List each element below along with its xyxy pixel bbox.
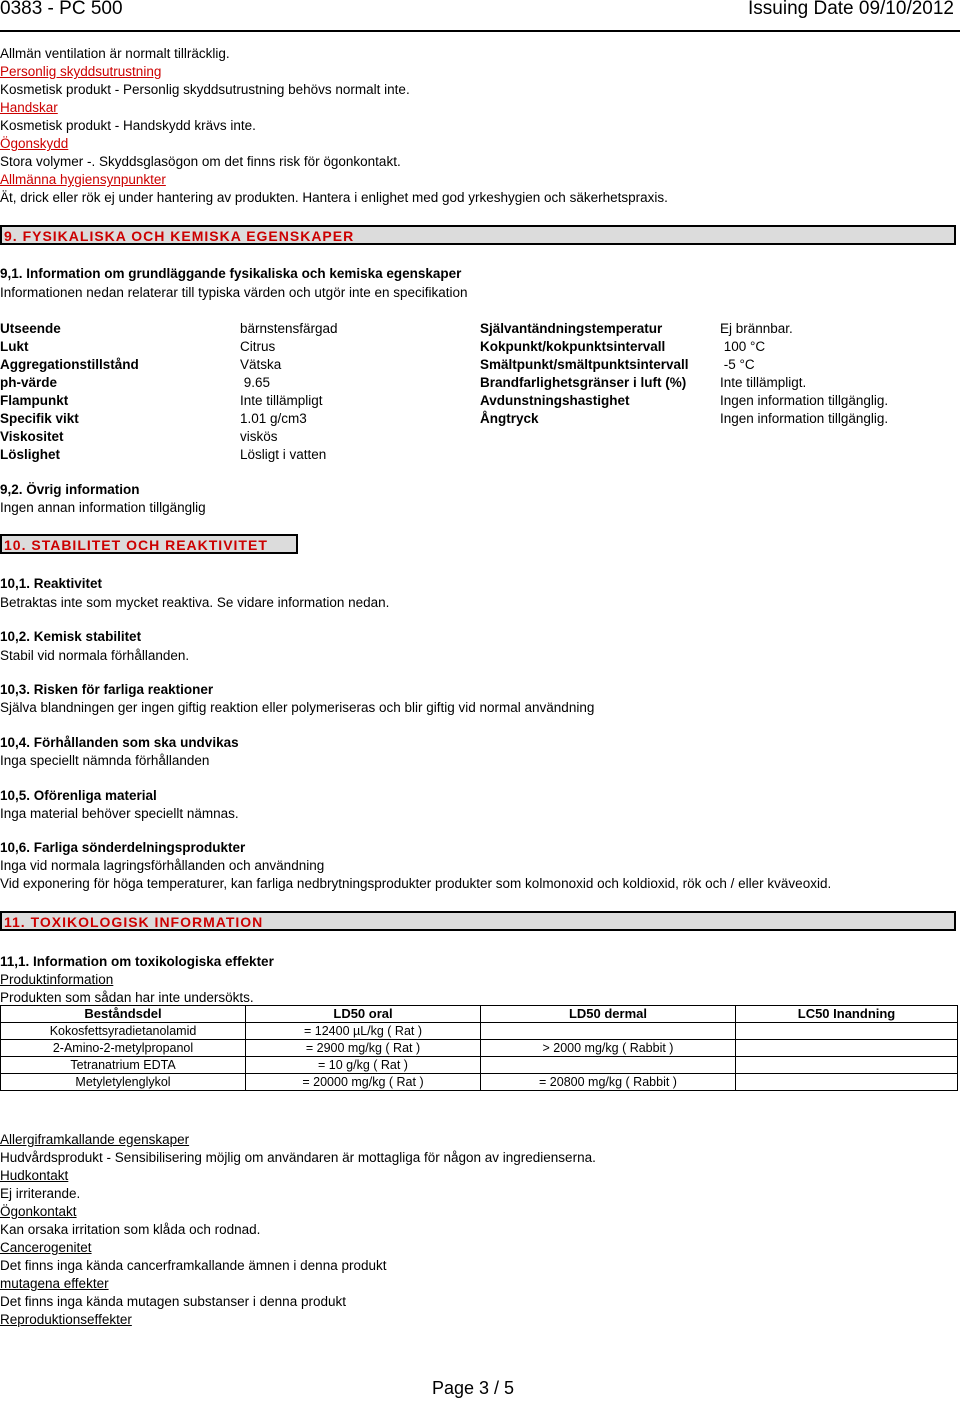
section-10-5-title: 10,5. Oförenliga material	[0, 788, 157, 803]
carcinogenicity-heading: Cancerogenitet	[0, 1240, 92, 1255]
prop-label: Utseende	[0, 321, 61, 336]
prop-label: Specifik vikt	[0, 411, 79, 426]
table-row	[1, 1057, 958, 1074]
section-10-bar	[0, 534, 298, 554]
ventilation-text: Allmän ventilation är normalt tillräcklig.	[0, 46, 230, 61]
prop-value: Ingen information tillgänglig.	[720, 393, 889, 408]
reproductive-heading: Reproduktionseffekter	[0, 1312, 132, 1327]
section-9-1-title: 9,1. Information om grundläggande fysikaliska och kemiska egenskaper	[0, 266, 462, 281]
prop-value: Citrus	[240, 339, 276, 354]
table-cell: = 20000 mg/kg ( Rat )	[246, 1074, 481, 1091]
prop-value: 1.01 g/cm3	[240, 411, 307, 426]
prop-value: Inte tillämpligt.	[720, 375, 807, 390]
prop-label: Smältpunkt/smältpunktsintervall	[480, 357, 689, 372]
gloves-text: Kosmetisk produkt - Handskydd krävs inte.	[0, 118, 256, 133]
prop-value: 9.65	[240, 375, 271, 390]
product-info-heading: Produktinformation	[0, 972, 114, 987]
prop-value: bärnstensfärgad	[240, 321, 338, 336]
gloves-heading: Handskar	[0, 100, 58, 115]
skin-contact-text: Ej irriterande.	[0, 1186, 81, 1201]
table-cell	[481, 1057, 736, 1074]
prop-value: Inte tillämpligt	[240, 393, 323, 408]
section-10-2-title: 10,2. Kemisk stabilitet	[0, 629, 142, 644]
prop-value: 100 °C	[720, 339, 766, 354]
ppe-heading: Personlig skyddsutrustning	[0, 64, 162, 79]
table-cell: = 20800 mg/kg ( Rabbit )	[481, 1074, 736, 1091]
section-10-4-text: Inga speciellt nämnda förhållanden	[0, 753, 210, 768]
table-row	[1, 1040, 958, 1057]
section-10-5-text: Inga material behöver speciellt nämnas.	[0, 806, 239, 821]
prop-label: Ångtryck	[480, 411, 539, 426]
table-cell: Kokosfettsyradietanolamid	[1, 1023, 246, 1040]
prop-label: Lukt	[0, 339, 29, 354]
table-cell: = 12400 µL/kg ( Rat )	[246, 1023, 481, 1040]
section-9-title: 9. FYSIKALISKA OCH KEMISKA EGENSKAPER	[4, 228, 355, 244]
prop-value: -5 °C	[720, 357, 755, 372]
prop-label: Aggregationstillstånd	[0, 357, 139, 372]
column-header: LD50 oral	[246, 1006, 481, 1023]
hygiene-text: Ät, drick eller rök ej under hantering av produkten. Hantera i enlighet med god yrkeshygien och säkerhetspraxis.	[0, 190, 668, 205]
section-10-title: 10. STABILITET OCH REAKTIVITET	[4, 537, 268, 553]
section-11-title: 11. TOXIKOLOGISK INFORMATION	[4, 914, 264, 930]
table-cell: 2-Amino-2-metylpropanol	[1, 1040, 246, 1057]
table-row	[1, 1023, 958, 1040]
mutagenic-heading: mutagena effekter	[0, 1276, 109, 1291]
section-10-1-title: 10,1. Reaktivitet	[0, 576, 103, 591]
issuing-date: Issuing Date 09/10/2012	[748, 0, 954, 19]
section-11-bar	[0, 911, 956, 931]
table-cell	[481, 1023, 736, 1040]
prop-label: Viskositet	[0, 429, 64, 444]
prop-value: Vätska	[240, 357, 282, 372]
table-cell	[736, 1057, 958, 1074]
section-10-3-title: 10,3. Risken för farliga reaktioner	[0, 682, 214, 697]
column-header: LD50 dermal	[481, 1006, 736, 1023]
hygiene-heading: Allmänna hygiensynpunkter	[0, 172, 166, 187]
carcinogenicity-text: Det finns inga kända cancerframkallande ämnen i denna produkt	[0, 1258, 387, 1273]
prop-label: Självantändningstemperatur	[480, 321, 663, 336]
section-9-2-text: Ingen annan information tillgänglig	[0, 500, 206, 515]
prop-label: Kokpunkt/kokpunktsintervall	[480, 339, 666, 354]
section-9-bar	[0, 225, 956, 245]
mutagenic-text: Det finns inga kända mutagen substanser i denna produkt	[0, 1294, 346, 1309]
section-9-2-title: 9,2. Övrig information	[0, 482, 140, 497]
page-number: Page 3 / 5	[431, 1378, 515, 1398]
section-10-6-title: 10,6. Farliga sönderdelningsprodukter	[0, 840, 246, 855]
section-10-2-text: Stabil vid normala förhållanden.	[0, 648, 190, 663]
prop-value: Ej brännbar.	[720, 321, 793, 336]
prop-value: Ingen information tillgänglig.	[720, 411, 889, 426]
allergy-text: Hudvårdsprodukt - Sensibilisering möjlig om användaren är mottagliga för någon av ingredienserna.	[0, 1150, 596, 1165]
prop-label: Avdunstningshastighet	[480, 393, 630, 408]
table-cell	[736, 1023, 958, 1040]
section-9-1-text: Informationen nedan relaterar till typiska värden och utgör inte en specifikation	[0, 285, 468, 300]
allergy-heading: Allergiframkallande egenskaper	[0, 1132, 190, 1147]
ppe-text: Kosmetisk produkt - Personlig skyddsutrustning behövs normalt inte.	[0, 82, 410, 97]
skin-contact-heading: Hudkontakt	[0, 1168, 69, 1183]
page-header	[0, 0, 960, 32]
table-cell: > 2000 mg/kg ( Rabbit )	[481, 1040, 736, 1057]
product-info-text: Produkten som sådan har inte undersökts.	[0, 990, 254, 1005]
section-10-6-text-2: Vid exponering för höga temperaturer, kan farliga nedbrytningsprodukter produkter som kolmonoxid och koldioxid, rök och / eller kväveoxid.	[0, 876, 832, 891]
eye-protection-heading: Ögonskydd	[0, 136, 69, 151]
table-cell: = 10 g/kg ( Rat )	[246, 1057, 481, 1074]
prop-label: Flampunkt	[0, 393, 69, 408]
prop-label: ph-värde	[0, 375, 58, 390]
section-10-4-title: 10,4. Förhållanden som ska undvikas	[0, 735, 239, 750]
prop-label: Brandfarlighetsgränser i luft (%)	[480, 375, 687, 390]
eye-contact-heading: Ögonkontakt	[0, 1204, 77, 1219]
section-11-1-title: 11,1. Information om toxikologiska effekter	[0, 954, 274, 969]
eye-contact-text: Kan orsaka irritation som klåda och rodnad.	[0, 1222, 261, 1237]
table-cell: Metyletylenglykol	[1, 1074, 246, 1091]
column-header: LC50 Inandning	[736, 1006, 958, 1023]
toxicity-table	[0, 1005, 958, 1091]
header-divider	[0, 30, 960, 32]
table-cell	[736, 1074, 958, 1091]
table-cell: = 2900 mg/kg ( Rat )	[246, 1040, 481, 1057]
section-10-6-text: Inga vid normala lagringsförhållanden och användning	[0, 858, 325, 873]
table-cell: Tetranatrium EDTA	[1, 1057, 246, 1074]
eye-protection-text: Stora volymer -. Skyddsglasögon om det finns risk för ögonkontakt.	[0, 154, 401, 169]
table-header-row	[1, 1006, 958, 1023]
document-id: 0383 - PC 500	[0, 0, 123, 19]
section-10-3-text: Själva blandningen ger ingen giftig reaktion eller polymeriseras och blir giftig vid normal användning	[0, 700, 595, 715]
prop-label: Löslighet	[0, 447, 60, 462]
table-cell	[736, 1040, 958, 1057]
prop-value: Lösligt i vatten	[240, 447, 327, 462]
column-header: Beståndsdel	[1, 1006, 246, 1023]
section-10-1-text: Betraktas inte som mycket reaktiva. Se vidare information nedan.	[0, 595, 390, 610]
table-row	[1, 1074, 958, 1091]
prop-value: viskös	[240, 429, 278, 444]
